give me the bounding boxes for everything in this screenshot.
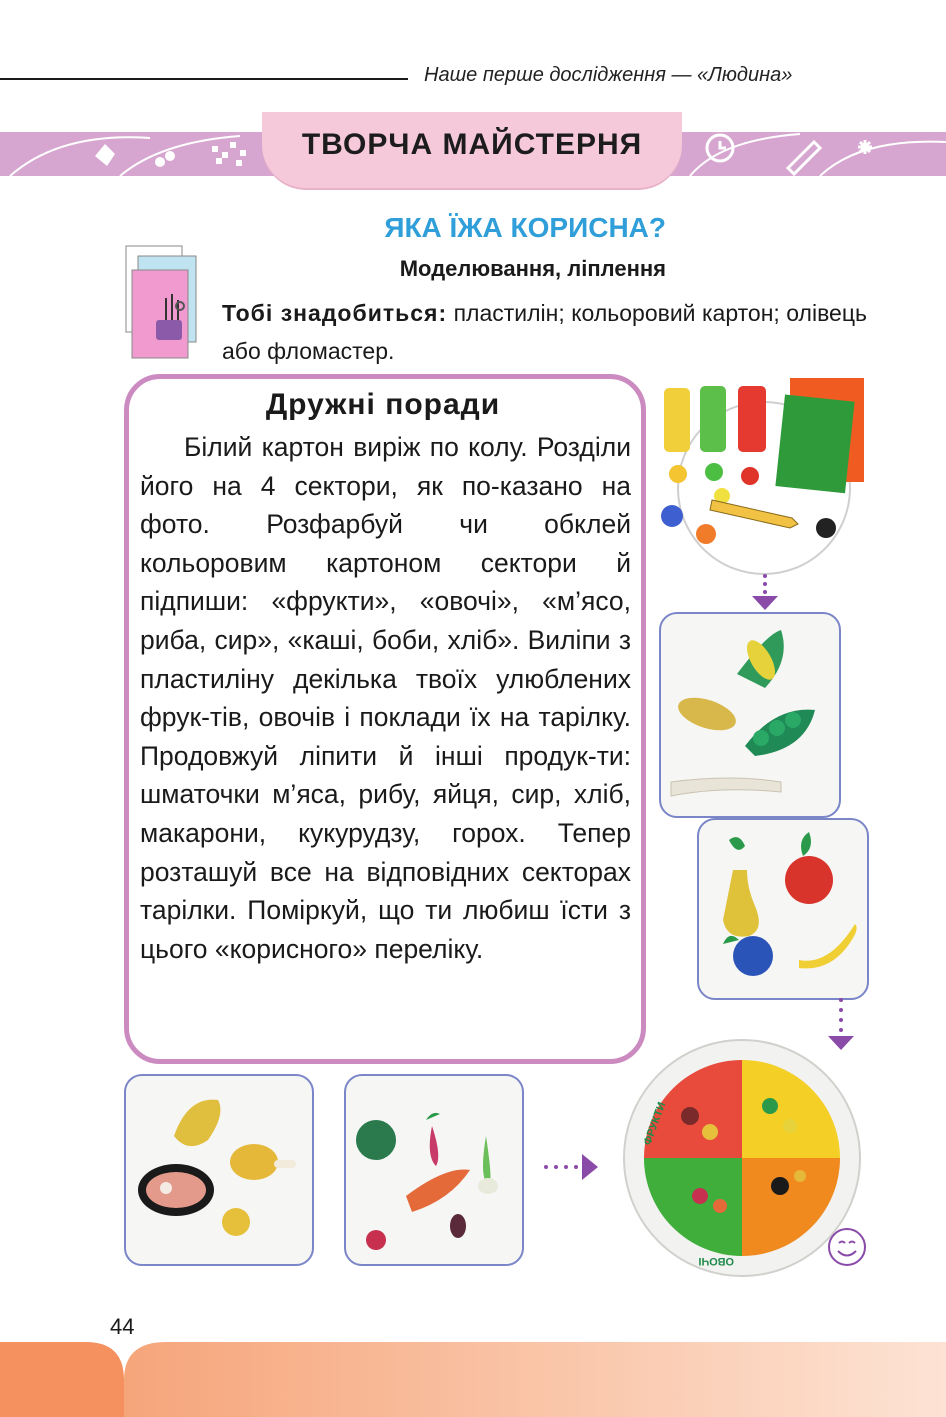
plate-label-fruits: ФРУКТИ: [641, 1100, 669, 1148]
footer-band: [0, 1342, 946, 1417]
corn-peas-photo: [659, 612, 841, 818]
tips-text: Білий картон виріж по колу. Розділи його на 4 сектори, як по-казано на фото. Розфарбуй чи обклей кольоровим картоном сектори й підпиши: «фрукти», «овочі», «м’ясо, риба, сир», «каші, боби, хліб». Виліпи з пластиліну декілька твоїх улюблених фрук-тів, овочів і поклади їх на тарілку. Продовжуй ліпити й інші продук-ти: шматочки м’яса, рибу, яйця, сир, хліб, макарони, кукурудзу, горох. Тепер розташуй все на відповідних секторах тарілки. Поміркуй, що ти любиш їсти з цього «корисного» переліку.: [140, 432, 631, 964]
tips-heading: Дружні поради: [265, 388, 501, 421]
header-rule: [0, 78, 408, 80]
materials-label: Тобі знадобиться:: [222, 300, 448, 326]
smiley-icon: [826, 1226, 868, 1268]
materials-list: пластилін; кольоровий картон; олівець або фломастер.: [222, 300, 867, 364]
task-subtitle: Моделювання, ліплення: [399, 256, 666, 281]
leaf-icon: [95, 144, 115, 166]
section-banner-tab: [262, 112, 682, 188]
task-title: ЯКА ЇЖА КОРИСНА?: [384, 212, 666, 243]
materials-needed: [222, 294, 867, 370]
arrow-right-icon: [540, 1154, 600, 1180]
plate-label-vegetables: ОВОЧІ: [698, 1255, 734, 1267]
vegetables-photo: [344, 1074, 524, 1266]
page-number: 44: [110, 1314, 135, 1339]
arrow-down-icon: [750, 572, 780, 612]
section-banner-label: ТВОРЧА МАЙСТЕРНЯ: [301, 128, 643, 161]
fruits-photo: [697, 818, 869, 1000]
materials-photo: [656, 378, 866, 578]
tips-body: [140, 428, 631, 968]
running-title: Наше перше дослідження — «Людина»: [424, 64, 793, 86]
meat-fish-photo: [124, 1074, 314, 1266]
craft-supplies-icon: [122, 244, 198, 360]
